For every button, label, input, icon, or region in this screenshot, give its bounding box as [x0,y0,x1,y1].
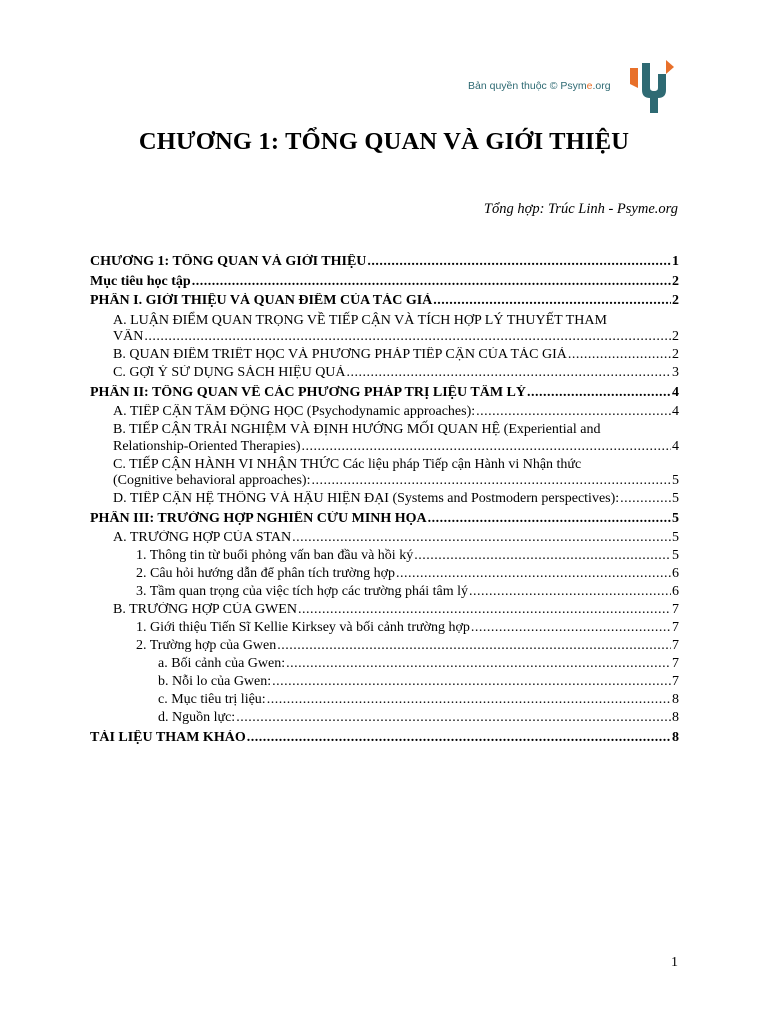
toc-page-number: 7 [672,638,679,654]
table-of-contents [90,254,679,746]
toc-entry-text: TÀI LIỆU THAM KHẢO [90,729,246,745]
toc-entry[interactable] [90,365,679,382]
toc-page-number: 5 [672,510,679,526]
toc-entry-text: 1. Giới thiệu Tiến Sĩ Kellie Kirksey và bối cảnh trường hợp [136,620,470,636]
toc-entry-text: 3. Tầm quan trọng của việc tích hợp các trường phái tâm lý [136,584,468,600]
toc-dot-leader [527,385,671,402]
toc-entry-text: CHƯƠNG 1: TỔNG QUAN VÀ GIỚI THIỆU [90,254,367,269]
toc-entry[interactable] [90,530,679,547]
toc-entry-text: D. TIẾP CẬN HỆ THỐNG VÀ HẬU HIỆN ĐẠI (Systems and Postmodern perspectives): [113,491,620,507]
toc-entry-text: 1. Thông tin từ buổi phỏng vấn ban đầu và hồi ký [136,548,414,564]
toc-entry[interactable] [90,730,679,747]
toc-entry[interactable] [90,674,679,691]
toc-entry-text: Relationship-Oriented Therapies) [113,438,301,454]
toc-dot-leader [298,602,671,619]
toc-page-number: 2 [672,293,679,309]
toc-page-number: 7 [672,674,679,690]
toc-page-number: 4 [672,404,679,420]
toc-entry-text: PHẦN III: TRƯỜNG HỢP NGHIÊN CỨU MINH HỌA [90,510,427,526]
toc-dot-leader [568,347,671,364]
toc-page-number: 3 [672,365,679,381]
toc-entry-text: PHẦN II: TỔNG QUAN VỀ CÁC PHƯƠNG PHÁP TRỊ LIỆU TÂM LÝ [90,384,526,400]
toc-entry[interactable] [90,620,679,637]
toc-dot-leader [476,404,671,421]
toc-entry-text-line1: C. TIẾP CẬN HÀNH VI NHẬN THỨC Các liệu pháp Tiếp cận Hành vi Nhận thức [113,456,582,472]
toc-entry-text: c. Mục tiêu trị liệu: [158,692,266,708]
toc-dot-leader [433,293,671,310]
toc-entry-text: A. TRƯỜNG HỢP CỦA STAN [113,530,292,546]
toc-page-number: 5 [672,530,679,546]
toc-page-number: 5 [672,473,679,489]
toc-dot-leader [471,620,671,637]
toc-entry[interactable] [90,457,679,490]
toc-dot-leader [144,329,671,346]
toc-entry-text-line1: A. LUẬN ĐIỂM QUAN TRỌNG VỀ TIẾP CẬN VÀ TÍCH HỢP LÝ THUYẾT THAM [113,312,607,328]
toc-entry[interactable] [90,602,679,619]
toc-entry-text: B. TRƯỜNG HỢP CỦA GWEN [113,602,297,618]
toc-dot-leader [247,730,671,747]
toc-page-number: 2 [672,273,679,289]
toc-entry-text: PHẦN I. GIỚI THIỆU VÀ QUAN ĐIỂM CỦA TÁC GIẢ [90,293,433,309]
toc-dot-leader [620,491,671,508]
toc-dot-leader [286,656,671,673]
toc-dot-leader [396,566,671,583]
toc-dot-leader [347,365,671,382]
toc-entry[interactable] [90,347,679,364]
toc-entry[interactable] [90,293,679,310]
toc-entry-text: d. Nguồn lực: [158,710,236,726]
compiler-credit: Tổng hợp: Trúc Linh - Psyme.org [483,201,678,217]
copyright-accent: e [586,80,593,92]
toc-entry-text: C. GỢI Ý SỬ DỤNG SÁCH HIỆU QUẢ [113,365,346,381]
toc-entry[interactable] [90,254,679,271]
toc-page-number: 8 [672,692,679,708]
toc-entry-text: b. Nỗi lo của Gwen: [158,674,272,690]
toc-dot-leader [272,674,671,691]
toc-page-number: 5 [672,548,679,564]
toc-page-number: 8 [672,729,679,745]
toc-dot-leader [277,638,671,655]
page-number: 1 [671,955,678,970]
toc-entry[interactable] [90,491,679,508]
toc-entry[interactable] [90,656,679,673]
toc-dot-leader [267,692,671,709]
toc-dot-leader [414,548,671,565]
toc-page-number: 8 [672,710,679,726]
toc-dot-leader [192,274,671,291]
toc-dot-leader [292,530,671,547]
toc-page-number: 1 [672,254,679,269]
copyright-notice [468,80,611,92]
toc-page-number: 2 [672,329,679,345]
toc-entry-text: VẤN [113,329,144,345]
toc-entry-text: a. Bối cảnh của Gwen: [158,656,286,672]
toc-entry[interactable] [90,692,679,709]
toc-page-number: 2 [672,347,679,363]
psyme-logo-icon [628,60,676,116]
toc-dot-leader [311,473,671,490]
toc-entry[interactable] [90,638,679,655]
toc-page-number: 7 [672,602,679,618]
toc-entry[interactable] [90,404,679,421]
toc-entry[interactable] [90,422,679,455]
toc-dot-leader [302,439,671,456]
toc-entry[interactable] [90,566,679,583]
toc-entry[interactable] [90,274,679,291]
toc-entry[interactable] [90,584,679,601]
toc-dot-leader [367,254,671,271]
header-brand [460,60,680,120]
toc-entry-text: 2. Trường hợp của Gwen [136,638,277,654]
toc-page-number: 7 [672,620,679,636]
copyright-suffix: .org [592,80,611,92]
toc-entry-text: B. QUAN ĐIỂM TRIẾT HỌC VÀ PHƯƠNG PHÁP TIẾP CẬN CỦA TÁC GIẢ [113,347,567,363]
toc-page-number: 6 [672,584,679,600]
toc-page-number: 4 [672,438,679,454]
toc-dot-leader [236,710,671,727]
toc-entry[interactable] [90,313,679,346]
toc-entry[interactable] [90,548,679,565]
toc-entry[interactable] [90,511,679,528]
toc-entry-text: (Cognitive behavioral approaches): [113,473,311,489]
toc-entry[interactable] [90,385,679,402]
toc-dot-leader [469,584,671,601]
toc-page-number: 5 [672,491,679,507]
toc-entry-text: Mục tiêu học tập [90,273,191,289]
toc-page-number: 7 [672,656,679,672]
toc-entry-text: 2. Câu hỏi hướng dẫn để phân tích trường hợp [136,566,396,582]
toc-entry-text: A. TIẾP CẬN TÂM ĐỘNG HỌC (Psychodynamic approaches): [113,404,476,420]
toc-page-number: 4 [672,384,679,400]
toc-entry-text-line1: B. TIẾP CẬN TRẢI NGHIỆM VÀ ĐỊNH HƯỚNG MỐI QUAN HỆ (Experiential and [113,422,601,438]
copyright-prefix: Bản quyền thuộc © Psym [468,80,587,92]
toc-dot-leader [428,511,671,528]
toc-page-number: 6 [672,566,679,582]
toc-entry[interactable] [90,710,679,727]
document-title: CHƯƠNG 1: TỔNG QUAN VÀ GIỚI THIỆU [138,128,630,155]
